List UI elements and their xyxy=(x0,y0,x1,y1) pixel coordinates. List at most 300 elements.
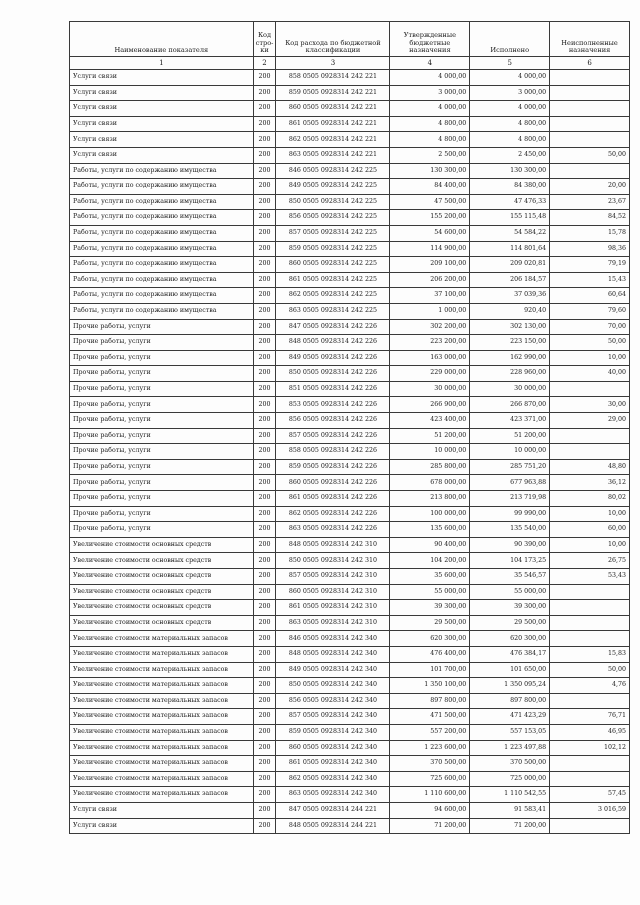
row-line-cell: 200 xyxy=(253,646,276,662)
row-name-cell: Прочие работы, услуги xyxy=(70,522,254,538)
row-name-cell: Работы, услуги по содержанию имущества xyxy=(70,163,254,179)
header-unexecuted: Неисполненные назначения xyxy=(550,22,630,57)
row-unexecuted-cell xyxy=(550,116,630,132)
row-approved-cell: 4 800,00 xyxy=(390,116,470,132)
row-name-cell: Увеличение стоимости материальных запасов xyxy=(70,787,254,803)
row-executed-cell: 84 380,00 xyxy=(470,179,550,195)
table-row xyxy=(70,615,630,631)
row-unexecuted-cell: 60,64 xyxy=(550,288,630,304)
row-line-cell: 200 xyxy=(253,101,276,117)
row-code-cell: 860 0505 0928314 242 310 xyxy=(276,584,390,600)
row-executed-cell: 423 371,00 xyxy=(470,413,550,429)
row-approved-cell: 155 200,00 xyxy=(390,210,470,226)
table-row xyxy=(70,584,630,600)
row-line-cell: 200 xyxy=(253,428,276,444)
table-row xyxy=(70,397,630,413)
table-body xyxy=(70,70,630,834)
row-executed-cell: 302 130,00 xyxy=(470,319,550,335)
column-number: 2 xyxy=(253,57,276,70)
table-row xyxy=(70,802,630,818)
row-approved-cell: 10 000,00 xyxy=(390,444,470,460)
row-code-cell: 849 0505 0928314 242 225 xyxy=(276,179,390,195)
row-executed-cell: 39 300,00 xyxy=(470,600,550,616)
table-row xyxy=(70,272,630,288)
table-row xyxy=(70,194,630,210)
row-unexecuted-cell: 57,45 xyxy=(550,787,630,803)
row-approved-cell: 3 000,00 xyxy=(390,85,470,101)
row-code-cell: 861 0505 0928314 242 221 xyxy=(276,116,390,132)
row-executed-cell: 135 540,00 xyxy=(470,522,550,538)
row-approved-cell: 620 300,00 xyxy=(390,631,470,647)
row-code-cell: 857 0505 0928314 242 225 xyxy=(276,225,390,241)
table-row xyxy=(70,257,630,273)
row-line-cell: 200 xyxy=(253,756,276,772)
row-code-cell: 859 0505 0928314 242 225 xyxy=(276,241,390,257)
row-unexecuted-cell xyxy=(550,693,630,709)
row-name-cell: Увеличение стоимости основных средств xyxy=(70,569,254,585)
row-code-cell: 849 0505 0928314 242 340 xyxy=(276,662,390,678)
row-name-cell: Прочие работы, услуги xyxy=(70,413,254,429)
row-code-cell: 858 0505 0928314 242 226 xyxy=(276,444,390,460)
row-code-cell: 858 0505 0928314 242 221 xyxy=(276,70,390,86)
row-line-cell: 200 xyxy=(253,740,276,756)
row-approved-cell: 114 900,00 xyxy=(390,241,470,257)
table-row xyxy=(70,210,630,226)
table-row xyxy=(70,724,630,740)
row-line-cell: 200 xyxy=(253,537,276,553)
row-name-cell: Прочие работы, услуги xyxy=(70,319,254,335)
row-name-cell: Прочие работы, услуги xyxy=(70,397,254,413)
row-line-cell: 200 xyxy=(253,631,276,647)
row-code-cell: 847 0505 0928314 242 226 xyxy=(276,319,390,335)
row-code-cell: 861 0505 0928314 242 340 xyxy=(276,756,390,772)
row-name-cell: Прочие работы, услуги xyxy=(70,475,254,491)
row-line-cell: 200 xyxy=(253,85,276,101)
row-name-cell: Увеличение стоимости материальных запасов xyxy=(70,709,254,725)
row-approved-cell: 130 300,00 xyxy=(390,163,470,179)
row-code-cell: 856 0505 0928314 242 225 xyxy=(276,210,390,226)
table-row xyxy=(70,756,630,772)
row-code-cell: 846 0505 0928314 242 340 xyxy=(276,631,390,647)
table-row xyxy=(70,787,630,803)
row-line-cell: 200 xyxy=(253,459,276,475)
row-line-cell: 200 xyxy=(253,241,276,257)
row-unexecuted-cell: 79,60 xyxy=(550,303,630,319)
row-unexecuted-cell: 48,80 xyxy=(550,459,630,475)
row-code-cell: 857 0505 0928314 242 340 xyxy=(276,709,390,725)
row-line-cell: 200 xyxy=(253,319,276,335)
row-code-cell: 861 0505 0928314 242 226 xyxy=(276,491,390,507)
row-unexecuted-cell xyxy=(550,428,630,444)
row-name-cell: Увеличение стоимости материальных запасов xyxy=(70,678,254,694)
row-unexecuted-cell: 15,78 xyxy=(550,225,630,241)
row-name-cell: Увеличение стоимости материальных запасов xyxy=(70,756,254,772)
row-line-cell: 200 xyxy=(253,335,276,351)
row-executed-cell: 104 173,25 xyxy=(470,553,550,569)
table-row xyxy=(70,366,630,382)
row-unexecuted-cell xyxy=(550,615,630,631)
row-approved-cell: 370 500,00 xyxy=(390,756,470,772)
row-name-cell: Прочие работы, услуги xyxy=(70,335,254,351)
row-approved-cell: 897 800,00 xyxy=(390,693,470,709)
row-line-cell: 200 xyxy=(253,303,276,319)
row-approved-cell: 29 500,00 xyxy=(390,615,470,631)
row-name-cell: Прочие работы, услуги xyxy=(70,491,254,507)
table-row xyxy=(70,444,630,460)
row-line-cell: 200 xyxy=(253,272,276,288)
row-approved-cell: 100 000,00 xyxy=(390,506,470,522)
row-executed-cell: 90 390,00 xyxy=(470,537,550,553)
table-row xyxy=(70,662,630,678)
table-row xyxy=(70,413,630,429)
row-line-cell: 200 xyxy=(253,818,276,834)
row-name-cell: Работы, услуги по содержанию имущества xyxy=(70,225,254,241)
table-row xyxy=(70,132,630,148)
row-approved-cell: 725 600,00 xyxy=(390,771,470,787)
row-line-cell: 200 xyxy=(253,350,276,366)
row-line-cell: 200 xyxy=(253,787,276,803)
row-line-cell: 200 xyxy=(253,522,276,538)
row-line-cell: 200 xyxy=(253,600,276,616)
row-approved-cell: 37 100,00 xyxy=(390,288,470,304)
row-unexecuted-cell: 3 016,59 xyxy=(550,802,630,818)
row-unexecuted-cell: 10,00 xyxy=(550,537,630,553)
row-approved-cell: 4 000,00 xyxy=(390,70,470,86)
row-code-cell: 862 0505 0928314 242 221 xyxy=(276,132,390,148)
row-unexecuted-cell: 50,00 xyxy=(550,335,630,351)
row-code-cell: 859 0505 0928314 242 340 xyxy=(276,724,390,740)
table-row xyxy=(70,818,630,834)
row-name-cell: Увеличение стоимости основных средств xyxy=(70,553,254,569)
row-line-cell: 200 xyxy=(253,288,276,304)
row-line-cell: 200 xyxy=(253,771,276,787)
table-header-row xyxy=(70,22,630,57)
header-approved: Утвержденные бюджетные назначения xyxy=(390,22,470,57)
row-approved-cell: 47 500,00 xyxy=(390,194,470,210)
row-name-cell: Работы, услуги по содержанию имущества xyxy=(70,303,254,319)
row-code-cell: 853 0505 0928314 242 226 xyxy=(276,397,390,413)
row-unexecuted-cell xyxy=(550,631,630,647)
row-unexecuted-cell: 80,02 xyxy=(550,491,630,507)
table-row xyxy=(70,600,630,616)
row-executed-cell: 3 000,00 xyxy=(470,85,550,101)
table-row xyxy=(70,147,630,163)
row-approved-cell: 39 300,00 xyxy=(390,600,470,616)
row-code-cell: 850 0505 0928314 242 340 xyxy=(276,678,390,694)
row-name-cell: Прочие работы, услуги xyxy=(70,428,254,444)
row-name-cell: Прочие работы, услуги xyxy=(70,459,254,475)
row-executed-cell: 223 150,00 xyxy=(470,335,550,351)
row-code-cell: 860 0505 0928314 242 225 xyxy=(276,257,390,273)
table-row xyxy=(70,693,630,709)
row-executed-cell: 91 583,41 xyxy=(470,802,550,818)
table-row xyxy=(70,163,630,179)
row-line-cell: 200 xyxy=(253,506,276,522)
row-approved-cell: 71 200,00 xyxy=(390,818,470,834)
row-name-cell: Прочие работы, услуги xyxy=(70,350,254,366)
row-executed-cell: 4 000,00 xyxy=(470,70,550,86)
row-code-cell: 862 0505 0928314 242 225 xyxy=(276,288,390,304)
row-executed-cell: 35 546,57 xyxy=(470,569,550,585)
row-code-cell: 862 0505 0928314 242 340 xyxy=(276,771,390,787)
row-line-cell: 200 xyxy=(253,678,276,694)
row-unexecuted-cell xyxy=(550,600,630,616)
row-line-cell: 200 xyxy=(253,444,276,460)
table-row xyxy=(70,522,630,538)
header-line: Код стро-ки xyxy=(253,22,276,57)
row-code-cell: 850 0505 0928314 242 310 xyxy=(276,553,390,569)
row-name-cell: Увеличение стоимости материальных запасов xyxy=(70,724,254,740)
row-executed-cell: 370 500,00 xyxy=(470,756,550,772)
row-unexecuted-cell: 60,00 xyxy=(550,522,630,538)
column-number: 3 xyxy=(276,57,390,70)
row-approved-cell: 1 110 600,00 xyxy=(390,787,470,803)
row-approved-cell: 35 600,00 xyxy=(390,569,470,585)
row-line-cell: 200 xyxy=(253,116,276,132)
row-unexecuted-cell: 70,00 xyxy=(550,319,630,335)
row-line-cell: 200 xyxy=(253,491,276,507)
row-approved-cell: 423 400,00 xyxy=(390,413,470,429)
row-executed-cell: 130 300,00 xyxy=(470,163,550,179)
row-unexecuted-cell xyxy=(550,163,630,179)
row-executed-cell: 162 990,00 xyxy=(470,350,550,366)
row-executed-cell: 209 020,81 xyxy=(470,257,550,273)
table-row xyxy=(70,225,630,241)
row-line-cell: 200 xyxy=(253,724,276,740)
row-code-cell: 863 0505 0928314 242 221 xyxy=(276,147,390,163)
row-name-cell: Работы, услуги по содержанию имущества xyxy=(70,241,254,257)
table-row xyxy=(70,288,630,304)
row-executed-cell: 2 450,00 xyxy=(470,147,550,163)
row-executed-cell: 228 960,00 xyxy=(470,366,550,382)
row-approved-cell: 285 800,00 xyxy=(390,459,470,475)
row-unexecuted-cell xyxy=(550,771,630,787)
table-row xyxy=(70,740,630,756)
row-line-cell: 200 xyxy=(253,179,276,195)
row-approved-cell: 94 600,00 xyxy=(390,802,470,818)
row-approved-cell: 51 200,00 xyxy=(390,428,470,444)
header-name: Наименование показателя xyxy=(70,22,254,57)
column-number-row xyxy=(70,57,630,70)
row-name-cell: Прочие работы, услуги xyxy=(70,444,254,460)
row-unexecuted-cell: 10,00 xyxy=(550,350,630,366)
row-code-cell: 850 0505 0928314 242 225 xyxy=(276,194,390,210)
table-row xyxy=(70,241,630,257)
row-line-cell: 200 xyxy=(253,70,276,86)
row-code-cell: 861 0505 0928314 242 310 xyxy=(276,600,390,616)
row-executed-cell: 30 000,00 xyxy=(470,381,550,397)
row-executed-cell: 4 800,00 xyxy=(470,116,550,132)
row-name-cell: Увеличение стоимости основных средств xyxy=(70,615,254,631)
row-name-cell: Работы, услуги по содержанию имущества xyxy=(70,257,254,273)
row-line-cell: 200 xyxy=(253,553,276,569)
row-line-cell: 200 xyxy=(253,210,276,226)
row-code-cell: 863 0505 0928314 242 310 xyxy=(276,615,390,631)
row-approved-cell: 30 000,00 xyxy=(390,381,470,397)
row-name-cell: Услуги связи xyxy=(70,116,254,132)
row-code-cell: 860 0505 0928314 242 221 xyxy=(276,101,390,117)
row-unexecuted-cell: 46,95 xyxy=(550,724,630,740)
row-approved-cell: 55 000,00 xyxy=(390,584,470,600)
row-name-cell: Работы, услуги по содержанию имущества xyxy=(70,179,254,195)
row-executed-cell: 4 800,00 xyxy=(470,132,550,148)
row-approved-cell: 206 200,00 xyxy=(390,272,470,288)
row-approved-cell: 1 350 100,00 xyxy=(390,678,470,694)
row-executed-cell: 213 719,98 xyxy=(470,491,550,507)
row-approved-cell: 101 700,00 xyxy=(390,662,470,678)
row-unexecuted-cell xyxy=(550,818,630,834)
row-unexecuted-cell xyxy=(550,444,630,460)
row-unexecuted-cell: 40,00 xyxy=(550,366,630,382)
row-executed-cell: 71 200,00 xyxy=(470,818,550,834)
row-unexecuted-cell: 102,12 xyxy=(550,740,630,756)
row-approved-cell: 4 800,00 xyxy=(390,132,470,148)
row-line-cell: 200 xyxy=(253,662,276,678)
row-code-cell: 848 0505 0928314 242 310 xyxy=(276,537,390,553)
row-name-cell: Услуги связи xyxy=(70,70,254,86)
row-executed-cell: 206 184,57 xyxy=(470,272,550,288)
row-code-cell: 857 0505 0928314 242 310 xyxy=(276,569,390,585)
row-name-cell: Увеличение стоимости материальных запасов xyxy=(70,771,254,787)
row-unexecuted-cell xyxy=(550,132,630,148)
row-unexecuted-cell xyxy=(550,584,630,600)
row-code-cell: 863 0505 0928314 242 340 xyxy=(276,787,390,803)
row-executed-cell: 266 870,00 xyxy=(470,397,550,413)
row-executed-cell: 677 963,88 xyxy=(470,475,550,491)
table-row xyxy=(70,381,630,397)
row-approved-cell: 4 000,00 xyxy=(390,101,470,117)
row-code-cell: 850 0505 0928314 242 226 xyxy=(276,366,390,382)
row-name-cell: Прочие работы, услуги xyxy=(70,381,254,397)
row-unexecuted-cell: 76,71 xyxy=(550,709,630,725)
row-unexecuted-cell: 50,00 xyxy=(550,662,630,678)
row-executed-cell: 1 350 095,24 xyxy=(470,678,550,694)
row-executed-cell: 99 990,00 xyxy=(470,506,550,522)
row-executed-cell: 114 801,64 xyxy=(470,241,550,257)
row-code-cell: 848 0505 0928314 242 340 xyxy=(276,646,390,662)
row-approved-cell: 2 500,00 xyxy=(390,147,470,163)
row-executed-cell: 51 200,00 xyxy=(470,428,550,444)
table-row xyxy=(70,631,630,647)
row-unexecuted-cell: 53,43 xyxy=(550,569,630,585)
row-name-cell: Увеличение стоимости материальных запасов xyxy=(70,631,254,647)
row-name-cell: Услуги связи xyxy=(70,101,254,117)
row-name-cell: Увеличение стоимости материальных запасов xyxy=(70,693,254,709)
row-executed-cell: 471 423,29 xyxy=(470,709,550,725)
row-approved-cell: 678 000,00 xyxy=(390,475,470,491)
table-row xyxy=(70,459,630,475)
table-row xyxy=(70,179,630,195)
row-code-cell: 846 0505 0928314 242 225 xyxy=(276,163,390,179)
row-unexecuted-cell: 29,00 xyxy=(550,413,630,429)
table-row xyxy=(70,475,630,491)
row-name-cell: Услуги связи xyxy=(70,147,254,163)
row-unexecuted-cell: 84,52 xyxy=(550,210,630,226)
row-unexecuted-cell xyxy=(550,85,630,101)
row-code-cell: 860 0505 0928314 242 340 xyxy=(276,740,390,756)
row-line-cell: 200 xyxy=(253,194,276,210)
table-row xyxy=(70,709,630,725)
header-code: Код расхода по бюджетной классификации xyxy=(276,22,390,57)
row-code-cell: 859 0505 0928314 242 226 xyxy=(276,459,390,475)
row-unexecuted-cell xyxy=(550,70,630,86)
row-line-cell: 200 xyxy=(253,693,276,709)
row-code-cell: 863 0505 0928314 242 226 xyxy=(276,522,390,538)
row-code-cell: 847 0505 0928314 244 221 xyxy=(276,802,390,818)
row-executed-cell: 29 500,00 xyxy=(470,615,550,631)
row-executed-cell: 557 153,05 xyxy=(470,724,550,740)
row-code-cell: 863 0505 0928314 242 225 xyxy=(276,303,390,319)
row-line-cell: 200 xyxy=(253,257,276,273)
row-name-cell: Увеличение стоимости основных средств xyxy=(70,584,254,600)
row-code-cell: 856 0505 0928314 242 226 xyxy=(276,413,390,429)
row-name-cell: Услуги связи xyxy=(70,132,254,148)
row-code-cell: 848 0505 0928314 242 226 xyxy=(276,335,390,351)
table-row xyxy=(70,491,630,507)
row-line-cell: 200 xyxy=(253,397,276,413)
row-executed-cell: 1 223 497,88 xyxy=(470,740,550,756)
row-line-cell: 200 xyxy=(253,225,276,241)
table-row xyxy=(70,678,630,694)
row-unexecuted-cell: 15,83 xyxy=(550,646,630,662)
row-approved-cell: 135 600,00 xyxy=(390,522,470,538)
row-line-cell: 200 xyxy=(253,709,276,725)
row-approved-cell: 163 000,00 xyxy=(390,350,470,366)
table-row xyxy=(70,335,630,351)
row-approved-cell: 213 800,00 xyxy=(390,491,470,507)
row-unexecuted-cell: 50,00 xyxy=(550,147,630,163)
row-unexecuted-cell: 23,67 xyxy=(550,194,630,210)
row-approved-cell: 471 500,00 xyxy=(390,709,470,725)
row-line-cell: 200 xyxy=(253,615,276,631)
row-name-cell: Работы, услуги по содержанию имущества xyxy=(70,272,254,288)
row-unexecuted-cell: 36,12 xyxy=(550,475,630,491)
row-approved-cell: 266 900,00 xyxy=(390,397,470,413)
column-number: 5 xyxy=(470,57,550,70)
row-code-cell: 848 0505 0928314 244 221 xyxy=(276,818,390,834)
table-row xyxy=(70,101,630,117)
row-unexecuted-cell: 98,36 xyxy=(550,241,630,257)
row-unexecuted-cell xyxy=(550,101,630,117)
row-line-cell: 200 xyxy=(253,132,276,148)
budget-execution-table xyxy=(69,21,630,834)
row-executed-cell: 285 751,20 xyxy=(470,459,550,475)
row-line-cell: 200 xyxy=(253,147,276,163)
row-executed-cell: 920,40 xyxy=(470,303,550,319)
row-code-cell: 860 0505 0928314 242 226 xyxy=(276,475,390,491)
row-code-cell: 857 0505 0928314 242 226 xyxy=(276,428,390,444)
row-name-cell: Увеличение стоимости основных средств xyxy=(70,537,254,553)
table-row xyxy=(70,428,630,444)
row-approved-cell: 90 400,00 xyxy=(390,537,470,553)
row-unexecuted-cell: 10,00 xyxy=(550,506,630,522)
row-unexecuted-cell: 20,00 xyxy=(550,179,630,195)
row-code-cell: 859 0505 0928314 242 221 xyxy=(276,85,390,101)
row-unexecuted-cell xyxy=(550,756,630,772)
row-approved-cell: 104 200,00 xyxy=(390,553,470,569)
row-code-cell: 861 0505 0928314 242 225 xyxy=(276,272,390,288)
row-line-cell: 200 xyxy=(253,413,276,429)
header-executed: Исполнено xyxy=(470,22,550,57)
row-approved-cell: 54 600,00 xyxy=(390,225,470,241)
row-name-cell: Увеличение стоимости материальных запасов xyxy=(70,646,254,662)
row-line-cell: 200 xyxy=(253,802,276,818)
table-row xyxy=(70,646,630,662)
row-approved-cell: 223 200,00 xyxy=(390,335,470,351)
row-name-cell: Услуги связи xyxy=(70,818,254,834)
row-executed-cell: 476 384,17 xyxy=(470,646,550,662)
row-line-cell: 200 xyxy=(253,366,276,382)
